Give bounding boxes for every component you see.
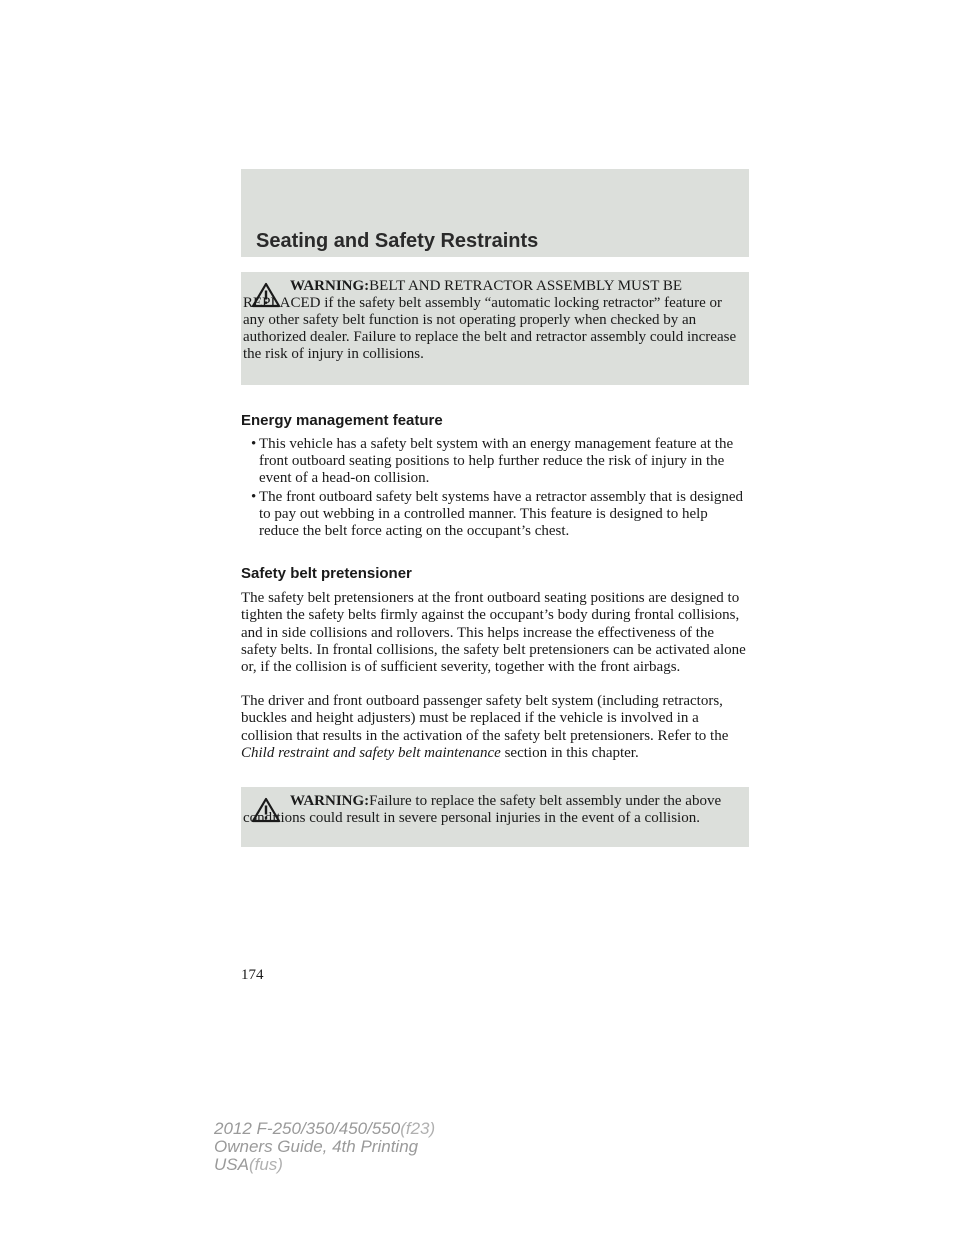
energy-management-heading: Energy management feature <box>241 412 443 429</box>
warning-label: WARNING: <box>290 793 370 809</box>
footer-code: (f23) <box>400 1119 436 1138</box>
warning-text <box>243 278 743 363</box>
list-item <box>241 489 747 540</box>
warning-label: WARNING: <box>290 278 370 294</box>
bullet-icon: • <box>251 489 257 505</box>
warning-body: BELT AND RETRACTOR ASSEMBLY MUST BE REPLACED if the safety belt assembly “automatic locking retractor” feature or any other safety belt function is not operating properly when checked by an authorized dealer. Failure to replace the belt and retractor assembly could increase the risk of injury in collisions. <box>243 278 737 362</box>
paragraph-text: The driver and front outboard passenger safety belt system (including retractors, buckles and height adjusters) must be replaced if the vehicle is involved in a collision that results in the activation of the safety belt pretensioners. Refer to the <box>241 693 729 744</box>
footer-code: (fus) <box>248 1155 283 1174</box>
page-number: 174 <box>241 967 264 983</box>
section-title: Seating and Safety Restraints <box>256 230 539 252</box>
warning-body: Failure to replace the safety belt assembly under the above conditions could result in severe personal injuries in the event of a collision. <box>243 793 722 826</box>
footer-edition: Owners Guide, 4th Printing <box>214 1137 419 1156</box>
cross-reference-link[interactable]: Child restraint and safety belt maintenance <box>241 744 501 761</box>
bullet-text: The front outboard safety belt systems have a retractor assembly that is designed to pay out webbing in a controlled manner. This feature is designed to help reduce the belt force acting on the occupant’s chest. <box>259 489 744 539</box>
footer-model: 2012 F-250/350/450/550 <box>214 1119 401 1138</box>
paragraph <box>241 693 747 762</box>
paragraph-text: section in this chapter. <box>500 744 639 761</box>
bullet-icon: • <box>251 436 257 452</box>
paragraph: The safety belt pretensioners at the front outboard seating positions are designed to tighten the safety belts firmly against the occupant’s body during frontal collisions, and in side collisions and rollovers. This helps increase the effectiveness of the safety belts. In frontal collisions, the safety belt pretensioners can be activated alone or, if the collision is of sufficient severity, together with the front airbags. <box>241 590 746 676</box>
warning-text <box>243 793 743 827</box>
document-footer <box>214 1120 435 1174</box>
pretensioner-heading: Safety belt pretensioner <box>241 565 412 582</box>
footer-region: USA <box>214 1155 249 1174</box>
bullet-text: This vehicle has a safety belt system with an energy management feature at the front outboard seating positions to help further reduce the risk of injury in the event of a head-on collision. <box>259 436 734 486</box>
list-item <box>241 436 747 487</box>
